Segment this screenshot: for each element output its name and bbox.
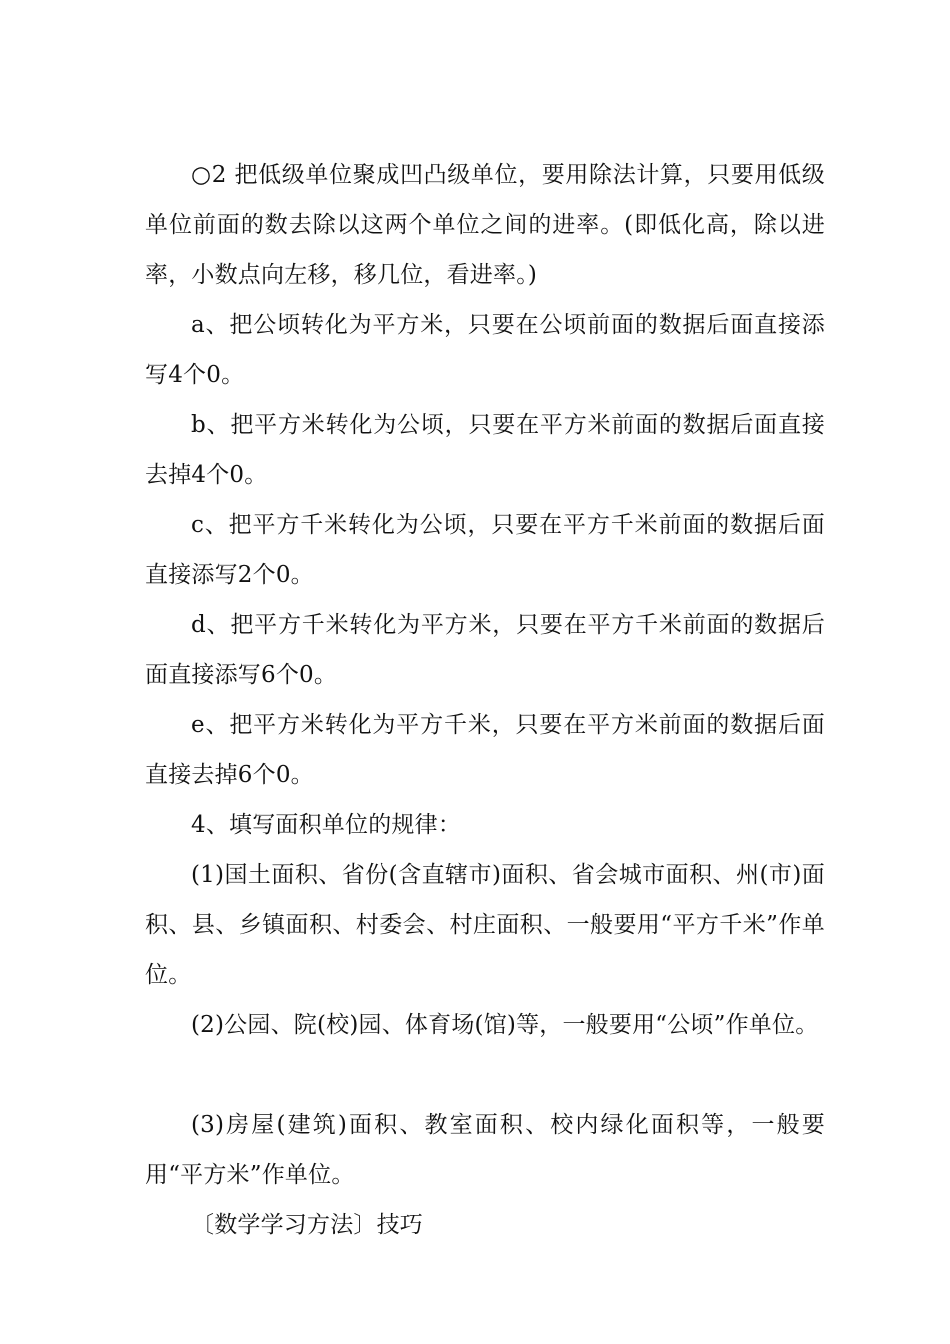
paragraph-hectare-to-square-meter: a、把公顷转化为平方米，只要在公顷前面的数据后面直接添写4个0。 (145, 312, 825, 388)
paragraph-rule-square-meter: (3)房屋(建筑)面积、教室面积、校内绿化面积等，一般要用“平方米”作单位。 (145, 1112, 825, 1188)
paragraph-math-study-tips: 〔数学学习方法〕技巧 (191, 1212, 423, 1238)
paragraph-square-meter-to-square-km: e、把平方米转化为平方千米，只要在平方米前面的数据后面直接去掉6个0。 (145, 712, 825, 788)
paragraph-rule-hectare: (2)公园、院(校)园、体育场(馆)等，一般要用“公顷”作单位。 (191, 1012, 819, 1038)
paragraph-rule-square-kilometer: (1)国土面积、省份(含直辖市)面积、省会城市面积、州(市)面积、县、乡镇面积、村委会、村庄面积、一般要用“平方千米”作单位。 (145, 862, 825, 988)
paragraph-unit-conversion-low-to-high: ○2 把低级单位聚成凹凸级单位，要用除法计算，只要用低级单位前面的数去除以这两个单位之间的进率。(即低化高，除以进率，小数点向左移，移几位，看进率。) (145, 162, 825, 288)
paragraph-square-km-to-hectare: c、把平方千米转化为公顷，只要在平方千米前面的数据后面直接添写2个0。 (145, 512, 825, 588)
paragraph-area-unit-rules-heading: 4、填写面积单位的规律： (191, 812, 462, 838)
paragraph-square-meter-to-hectare: b、把平方米转化为公顷，只要在平方米前面的数据后面直接去掉4个0。 (145, 412, 825, 488)
paragraph-square-km-to-square-meter: d、把平方千米转化为平方米，只要在平方千米前面的数据后面直接添写6个0。 (145, 612, 825, 688)
